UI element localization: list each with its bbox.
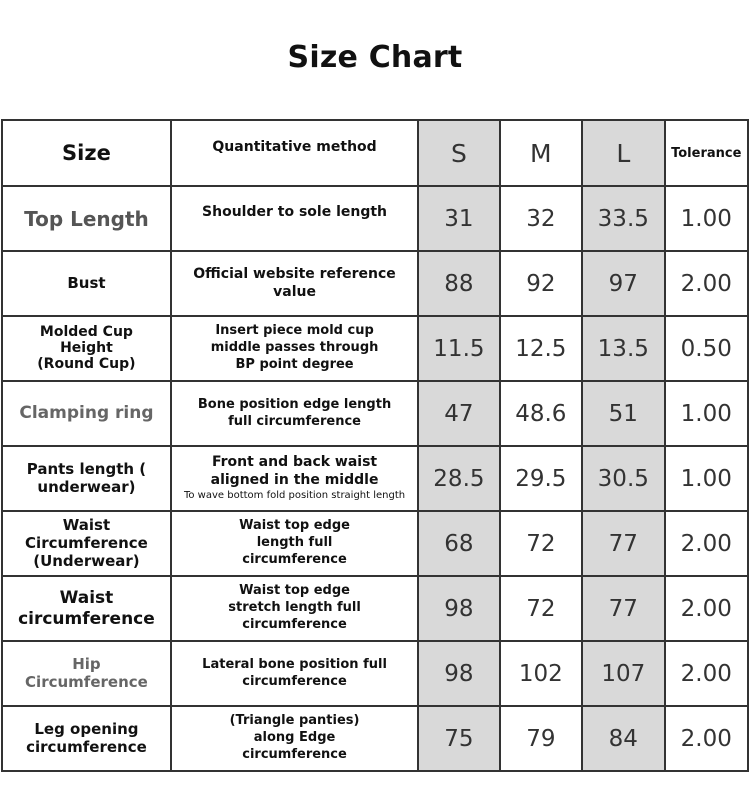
value-s: 98 bbox=[418, 576, 499, 641]
table-row bbox=[2, 706, 748, 771]
value-m: 72 bbox=[500, 511, 582, 576]
row-method: Official website reference value bbox=[171, 251, 418, 316]
row-name: Molded Cup Height (Round Cup) bbox=[2, 316, 171, 381]
value-tolerance: 2.00 bbox=[665, 251, 749, 316]
header-tolerance: Tolerance bbox=[665, 120, 749, 186]
row-method: Shoulder to sole length bbox=[171, 186, 418, 251]
value-l: 97 bbox=[582, 251, 664, 316]
value-tolerance: 2.00 bbox=[665, 641, 749, 706]
value-m: 12.5 bbox=[500, 316, 582, 381]
row-name: Pants length ( underwear) bbox=[2, 446, 171, 511]
value-tolerance: 0.50 bbox=[665, 316, 749, 381]
row-name: Waist Circumference (Underwear) bbox=[2, 511, 171, 576]
method-main: Front and back waist aligned in the middle bbox=[210, 454, 379, 488]
header-size-l: L bbox=[582, 120, 664, 186]
table-row bbox=[2, 446, 748, 511]
value-s: 31 bbox=[418, 186, 499, 251]
value-tolerance: 1.00 bbox=[665, 446, 749, 511]
value-s: 68 bbox=[418, 511, 499, 576]
value-m: 92 bbox=[500, 251, 582, 316]
row-method: Lateral bone position full circumference bbox=[171, 641, 418, 706]
method-note: To wave bottom fold position straight length bbox=[183, 490, 406, 501]
row-method: (Triangle panties) along Edge circumference bbox=[171, 706, 418, 771]
value-s: 88 bbox=[418, 251, 499, 316]
header-method: Quantitative method bbox=[171, 120, 418, 186]
table-row bbox=[2, 576, 748, 641]
value-m: 79 bbox=[500, 706, 582, 771]
value-l: 51 bbox=[582, 381, 664, 446]
table-row bbox=[2, 186, 748, 251]
value-tolerance: 2.00 bbox=[665, 706, 749, 771]
value-s: 47 bbox=[418, 381, 499, 446]
row-name: Top Length bbox=[2, 186, 171, 251]
row-method: Waist top edge length full circumference bbox=[171, 511, 418, 576]
value-l: 77 bbox=[582, 576, 664, 641]
header-size-m: M bbox=[500, 120, 582, 186]
row-name: Clamping ring bbox=[2, 381, 171, 446]
value-l: 107 bbox=[582, 641, 664, 706]
table-row bbox=[2, 641, 748, 706]
value-tolerance: 2.00 bbox=[665, 576, 749, 641]
header-size: Size bbox=[2, 120, 171, 186]
table-row bbox=[2, 381, 748, 446]
row-method: Waist top edge stretch length full circumference bbox=[171, 576, 418, 641]
value-s: 28.5 bbox=[418, 446, 499, 511]
table-row bbox=[2, 511, 748, 576]
row-name: Bust bbox=[2, 251, 171, 316]
value-l: 13.5 bbox=[582, 316, 664, 381]
row-name: Waist circumference bbox=[2, 576, 171, 641]
value-l: 77 bbox=[582, 511, 664, 576]
value-s: 75 bbox=[418, 706, 499, 771]
value-tolerance: 1.00 bbox=[665, 186, 749, 251]
value-m: 102 bbox=[500, 641, 582, 706]
page-title: Size Chart bbox=[287, 40, 463, 75]
value-s: 98 bbox=[418, 641, 499, 706]
value-l: 30.5 bbox=[582, 446, 664, 511]
value-l: 33.5 bbox=[582, 186, 664, 251]
row-method: Insert piece mold cup middle passes through BP point degree bbox=[171, 316, 418, 381]
value-m: 29.5 bbox=[500, 446, 582, 511]
value-m: 32 bbox=[500, 186, 582, 251]
table-row bbox=[2, 251, 748, 316]
value-l: 84 bbox=[582, 706, 664, 771]
row-method: Bone position edge length full circumference bbox=[171, 381, 418, 446]
row-name: Hip Circumference bbox=[2, 641, 171, 706]
row-method bbox=[171, 446, 418, 511]
value-tolerance: 2.00 bbox=[665, 511, 749, 576]
value-tolerance: 1.00 bbox=[665, 381, 749, 446]
size-chart-table bbox=[1, 119, 749, 772]
row-name: Leg opening circumference bbox=[2, 706, 171, 771]
header-size-s: S bbox=[418, 120, 499, 186]
table-row bbox=[2, 316, 748, 381]
value-m: 72 bbox=[500, 576, 582, 641]
header-row bbox=[2, 120, 748, 186]
value-m: 48.6 bbox=[500, 381, 582, 446]
value-s: 11.5 bbox=[418, 316, 499, 381]
